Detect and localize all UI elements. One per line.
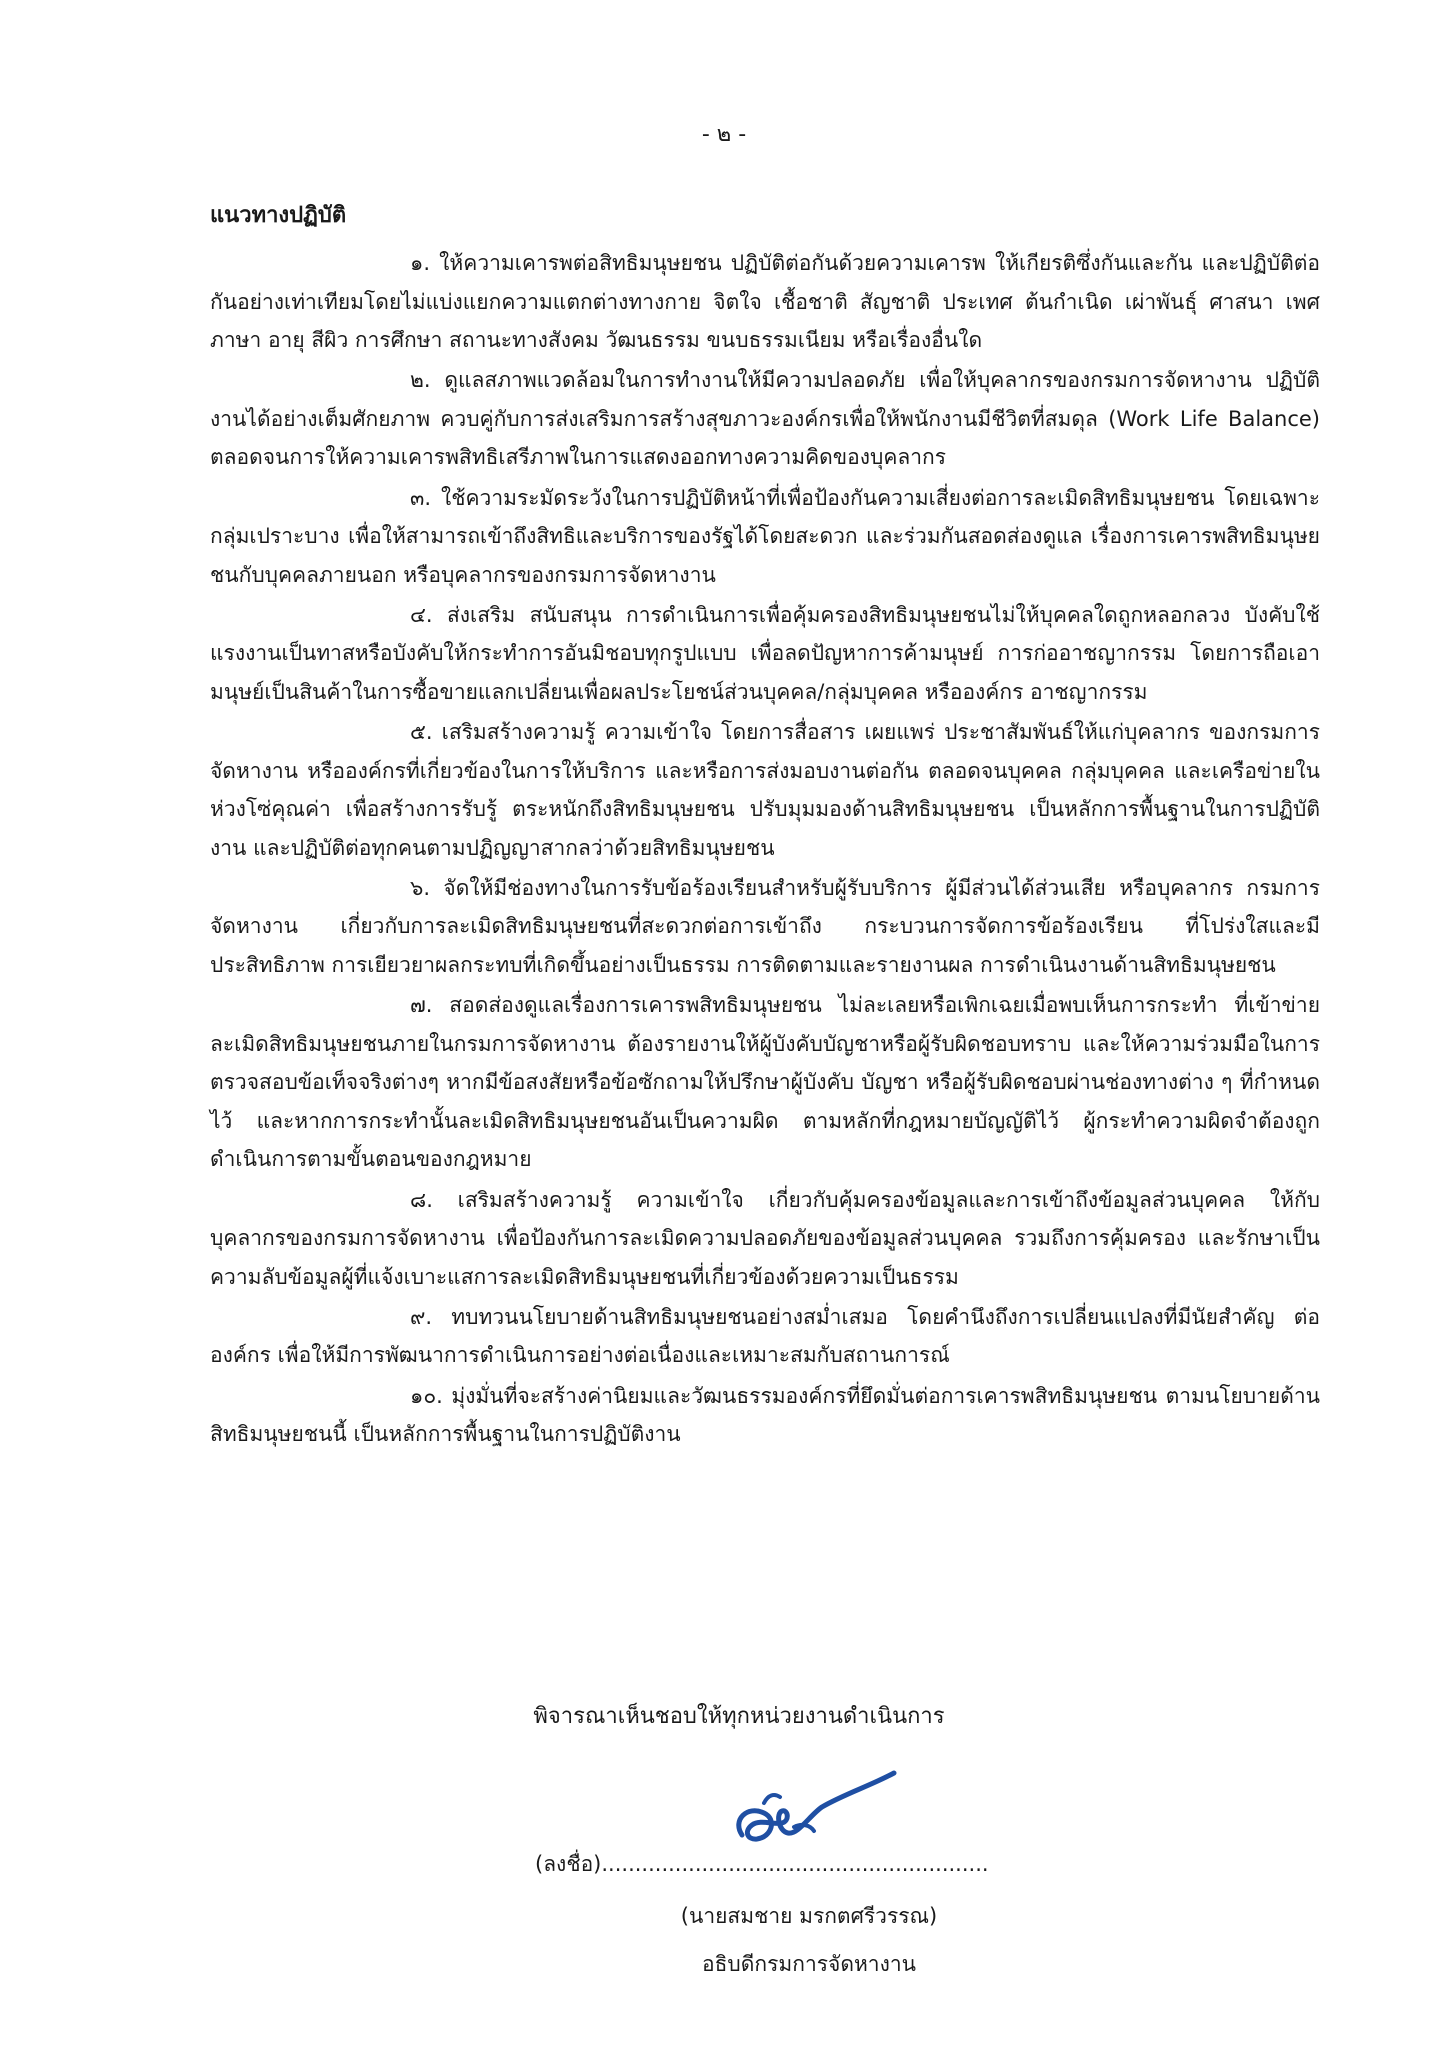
- guideline-item-4: ๔. ส่งเสริม สนับสนุน การดำเนินการเพื่อคุ้มครองสิทธิมนุษยชนไม่ให้บุคคลใดถูกหลอกลวง บังคับใช้แรงงานเป็นทาสหรือบังคับให้กระทำการอันมิชอบทุกรูปแบบ เพื่อลดปัญหาการค้ามนุษย์ การก่ออาชญากรรม โดยการถือเอามนุษย์เป็นสินค้าในการซื้อขายแลกเปลี่ยนเพื่อผลประโยชน์ส่วนบุคคล/กลุ่มบุคคล หรือองค์กร อาชญากรรม: [210, 602, 1320, 704]
- guideline-item-5: ๕. เสริมสร้างความรู้ ความเข้าใจ โดยการสื่อสาร เผยแพร่ ประชาสัมพันธ์ให้แก่บุคลากร ของกรมการจัดหางาน หรือองค์กรที่เกี่ยวข้องในการให้บริการ และหรือการส่งมอบงานต่อกัน ตลอดจนบุคคล กลุ่มบุคคล และเครือข่ายในห่วงโซ่คุณค่า เพื่อสร้างการรับรู้ ตระหนักถึงสิทธิมนุษยชน ปรับมุมมองด้านสิทธิมนุษยชน เป็นหลักการพื้นฐานในการปฏิบัติงาน และปฏิบัติต่อทุกคนตามปฏิญญาสากลว่าด้วยสิทธิมนุษยชน: [210, 720, 1320, 860]
- guideline-item-9: ๙. ทบทวนนโยบายด้านสิทธิมนุษยชนอย่างสม่ำเสมอ โดยคำนึงถึงการเปลี่ยนแปลงที่มีนัยสำคัญ ต่อองค์กร เพื่อให้มีการพัฒนาการดำเนินการอย่างต่อเนื่องและเหมาะสมกับสถานการณ์: [210, 1304, 1320, 1368]
- approval-statement: พิจารณาเห็นชอบให้ทุกหน่วยงานดำเนินการ: [533, 1704, 945, 1729]
- guideline-item-3: ๓. ใช้ความระมัดระวังในการปฏิบัติหน้าที่เพื่อป้องกันความเสี่ยงต่อการละเมิดสิทธิมนุษยชน โดยเฉพาะกลุ่มเปราะบาง เพื่อให้สามารถเข้าถึงสิทธิและบริการของรัฐได้โดยสะดวก และร่วมกันสอดส่องดูแล เรื่องการเคารพสิทธิมนุษยชนกับบุคคลภายนอก หรือบุคลากรของกรมการจัดหางาน: [210, 485, 1320, 587]
- section-heading: แนวทางปฏิบัติ: [210, 203, 347, 228]
- page-number: - ๒ -: [701, 122, 747, 147]
- signer-title: อธิบดีกรมการจัดหางาน: [702, 1952, 916, 1976]
- guideline-item-6: ๖. จัดให้มีช่องทางในการรับข้อร้องเรียนสำหรับผู้รับบริการ ผู้มีส่วนได้ส่วนเสีย หรือบุคลากร กรมการจัดหางาน เกี่ยวกับการละเมิดสิทธิมนุษยชนที่สะดวกต่อการเข้าถึง กระบวนการจัดการข้อร้องเรียน ที่โปร่งใสและมีประสิทธิภาพ การเยียวยาผลกระทบที่เกิดขึ้นอย่างเป็นธรรม การติดตามและรายงานผล การดำเนินงานด้านสิทธิมนุษยชน: [210, 875, 1320, 977]
- signature-line: (ลงชื่อ)..........................................................: [535, 1852, 989, 1876]
- document-body: [210, 196, 1320, 1455]
- guideline-item-8: ๘. เสริมสร้างความรู้ ความเข้าใจ เกี่ยวกับคุ้มครองข้อมูลและการเข้าถึงข้อมูลส่วนบุคคล ให้กับบุคลากรของกรมการจัดหางาน เพื่อป้องกันการละเมิดความปลอดภัยของข้อมูลส่วนบุคคล รวมถึงการคุ้มครอง และรักษาเป็นความลับข้อมูลผู้ที่แจ้งเบาะแสการละเมิดสิทธิมนุษยชนที่เกี่ยวข้องด้วยความเป็นธรรม: [210, 1187, 1320, 1289]
- guideline-item-1: ๑. ให้ความเคารพต่อสิทธิมนุษยชน ปฏิบัติต่อกันด้วยความเคารพ ให้เกียรติซึ่งกันและกัน และปฏิบัติต่อกันอย่างเท่าเทียมโดยไม่แบ่งแยกความแตกต่างทางกาย จิตใจ เชื้อชาติ สัญชาติ ประเทศ ต้นกำเนิด เผ่าพันธุ์ ศาสนา เพศ ภาษา อายุ สีผิว การศึกษา สถานะทางสังคม วัฒนธรรม ขนบธรรมเนียม หรือเรื่องอื่นใด: [210, 251, 1320, 352]
- signer-name: (นายสมชาย มรกตศรีวรรณ): [680, 1904, 938, 1928]
- guideline-item-10: ๑๐. มุ่งมั่นที่จะสร้างค่านิยมและวัฒนธรรมองค์กรที่ยึดมั่นต่อการเคารพสิทธิมนุษยชน ตามนโยบายด้านสิทธิมนุษยชนนี้ เป็นหลักการพื้นฐานในการปฏิบัติงาน: [210, 1383, 1320, 1447]
- guideline-item-7: ๗. สอดส่องดูแลเรื่องการเคารพสิทธิมนุษยชน ไม่ละเลยหรือเพิกเฉยเมื่อพบเห็นการกระทำ ที่เข้าข่ายละเมิดสิทธิมนุษยชนภายในกรมการจัดหางาน ต้องรายงานให้ผู้บังคับบัญชาหรือผู้รับผิดชอบทราบ และให้ความร่วมมือในการตรวจสอบข้อเท็จจริงต่างๆ หากมีข้อสงสัยหรือข้อซักถามให้ปรึกษาผู้บังคับ บัญชา หรือผู้รับผิดชอบผ่านช่องทางต่าง ๆ ที่กำหนดไว้ และหากการกระทำนั้นละเมิดสิทธิมนุษยชนอันเป็นความผิด ตามหลักที่กฎหมายบัญญัติไว้ ผู้กระทำความผิดจำต้องถูกดำเนินการตามขั้นตอนของกฎหมาย: [210, 993, 1320, 1172]
- guideline-item-2: ๒. ดูแลสภาพแวดล้อมในการทำงานให้มีความปลอดภัย เพื่อให้บุคลากรของกรมการจัดหางาน ปฏิบัติงานได้อย่างเต็มศักยภาพ ควบคู่กับการส่งเสริมการสร้างสุขภาวะองค์กรเพื่อให้พนักงานมีชีวิตที่สมดุล (Work Life Balance) ตลอดจนการให้ความเคารพสิทธิเสรีภาพในการแสดงออกทางความคิดของบุคลากร: [210, 368, 1320, 470]
